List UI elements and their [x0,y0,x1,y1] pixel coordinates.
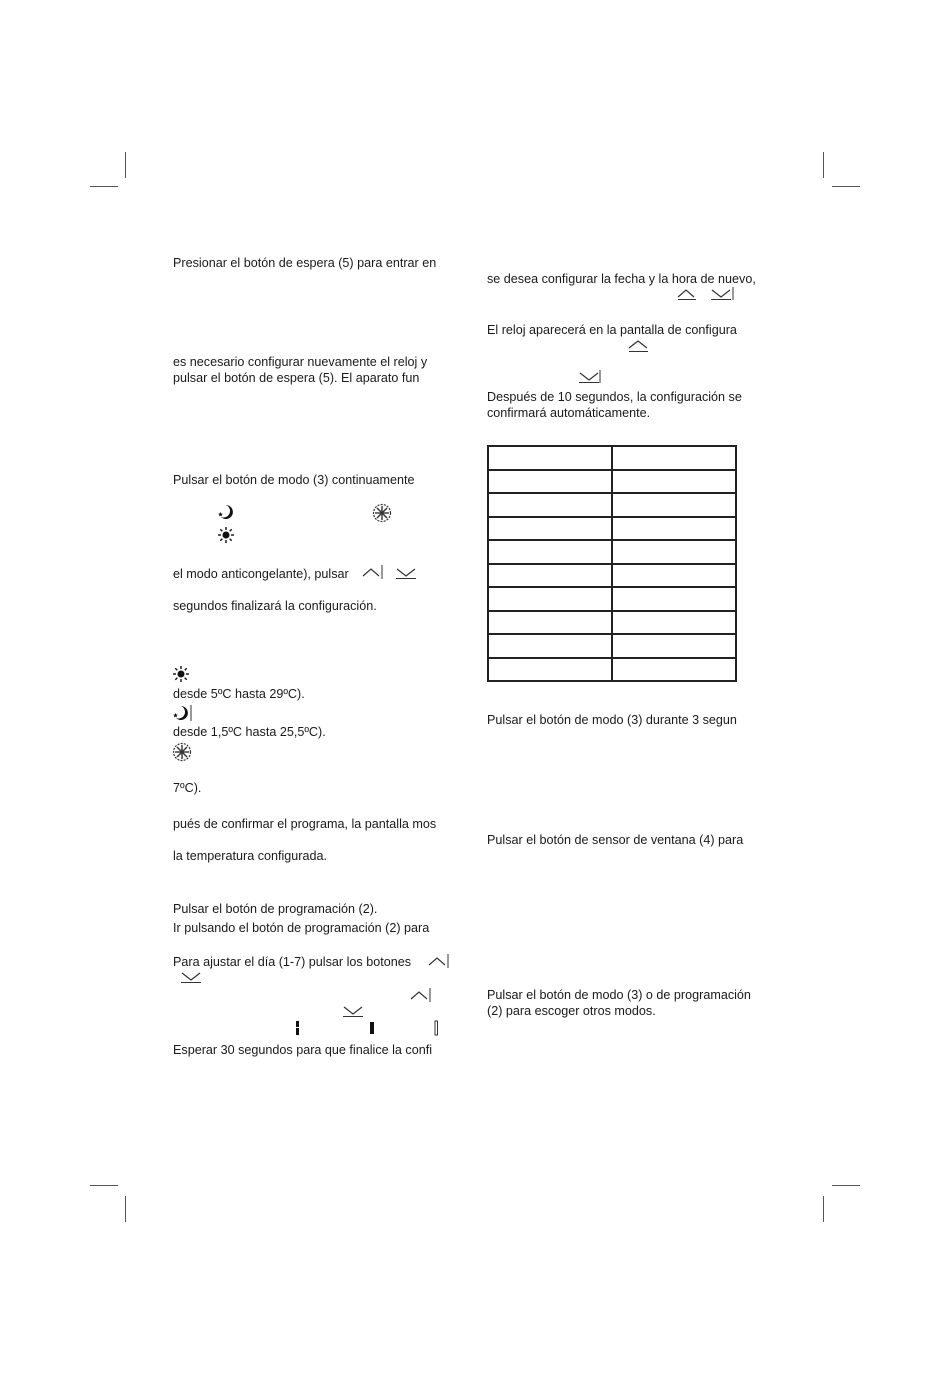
table-cell [612,611,736,635]
down-arrow-icon [342,1004,364,1018]
left-text-p15: Esperar 30 segundos para que finalice la confi [173,1043,433,1057]
table-row [488,540,736,564]
left-text-p9: 7ºC). [173,781,202,795]
schedule-table [487,445,737,682]
crop-mark-bottom-right-v [823,1196,824,1222]
left-text-p5: el modo anticongelante), pulsar [173,567,349,581]
left-text-p3: pulsar el botón de espera (5). El aparato fun [173,371,420,385]
crop-mark-top-right-v [823,152,824,178]
table-row [488,470,736,494]
right-text-p8: (2) para escoger otros modos. [487,1004,656,1018]
table-cell [488,587,612,611]
table-cell [612,564,736,588]
left-text-p10: pués de confirmar el programa, la pantalla mos [173,817,437,831]
right-text-p7: Pulsar el botón de modo (3) o de programación [487,988,751,1002]
table-cell [612,634,736,658]
left-text-p7: desde 5ºC hasta 29ºC). [173,687,305,701]
right-text-p1: se desea configurar la fecha y la hora de nuevo, [487,272,756,286]
table-cell [612,540,736,564]
left-text-p2: es necesario configurar nuevamente el reloj y [173,355,428,369]
table-row [488,587,736,611]
bar-marker-icon [369,1020,375,1036]
left-text-p6: segundos finalizará la configuración. [173,599,377,613]
up-arrow-icon [362,564,384,580]
table-cell [612,587,736,611]
table-cell [612,493,736,517]
crop-mark-bottom-left-v [125,1196,126,1222]
table-cell [488,634,612,658]
left-text-p4: Pulsar el botón de modo (3) continuamente [173,473,415,487]
snowflake-icon [372,503,392,523]
down-arrow-icon [395,566,417,580]
up-arrow-icon [677,285,699,301]
table-cell [612,470,736,494]
crop-mark-top-left-v [125,152,126,178]
down-arrow-icon [578,370,602,384]
table-row [488,493,736,517]
up-arrow-icon [428,953,450,969]
table-cell [612,517,736,541]
right-text-p4: confirmará automáticamente. [487,406,651,420]
left-text-p11: la temperatura configurada. [173,849,328,863]
right-text-p2: El reloj aparecerá en la pantalla de configura [487,323,737,337]
table-row [488,611,736,635]
table-cell [612,446,736,470]
left-text-p13: Ir pulsando el botón de programación (2) para [173,921,430,935]
up-arrow-icon [410,987,432,1003]
sun-icon [217,526,235,544]
crop-mark-top-left-h [90,186,118,187]
table-cell [488,470,612,494]
bar-marker-icon [295,1020,300,1036]
table-row [488,564,736,588]
right-text-p3: Después de 10 segundos, la configuración se [487,390,742,404]
table-row [488,658,736,682]
bar-marker-icon [434,1020,439,1036]
left-text-p12: Pulsar el botón de programación (2). [173,902,378,916]
table-cell [488,517,612,541]
table-cell [488,658,612,682]
table-cell [488,446,612,470]
down-arrow-icon [710,287,734,301]
snowflake-icon [172,742,192,762]
moon-star-icon [217,503,235,521]
moon-star-icon [172,704,194,722]
down-arrow-icon [180,970,202,984]
table-cell [612,658,736,682]
left-text-p8: desde 1,5ºC hasta 25,5ºC). [173,725,326,739]
up-arrow-icon [628,337,650,353]
table-row [488,446,736,470]
table-cell [488,564,612,588]
right-text-p5: Pulsar el botón de modo (3) durante 3 segun [487,713,737,727]
sun-icon [172,665,190,683]
table-row [488,517,736,541]
left-text-p14: Para ajustar el día (1-7) pulsar los botones [173,955,412,969]
table-cell [488,540,612,564]
table-cell [488,493,612,517]
right-text-p6: Pulsar el botón de sensor de ventana (4) para [487,833,744,847]
crop-mark-bottom-right-h [832,1185,860,1186]
table-cell [488,611,612,635]
crop-mark-bottom-left-h [90,1185,118,1186]
left-text-p1: Presionar el botón de espera (5) para entrar en [173,256,437,270]
table-row [488,634,736,658]
crop-mark-top-right-h [832,186,860,187]
